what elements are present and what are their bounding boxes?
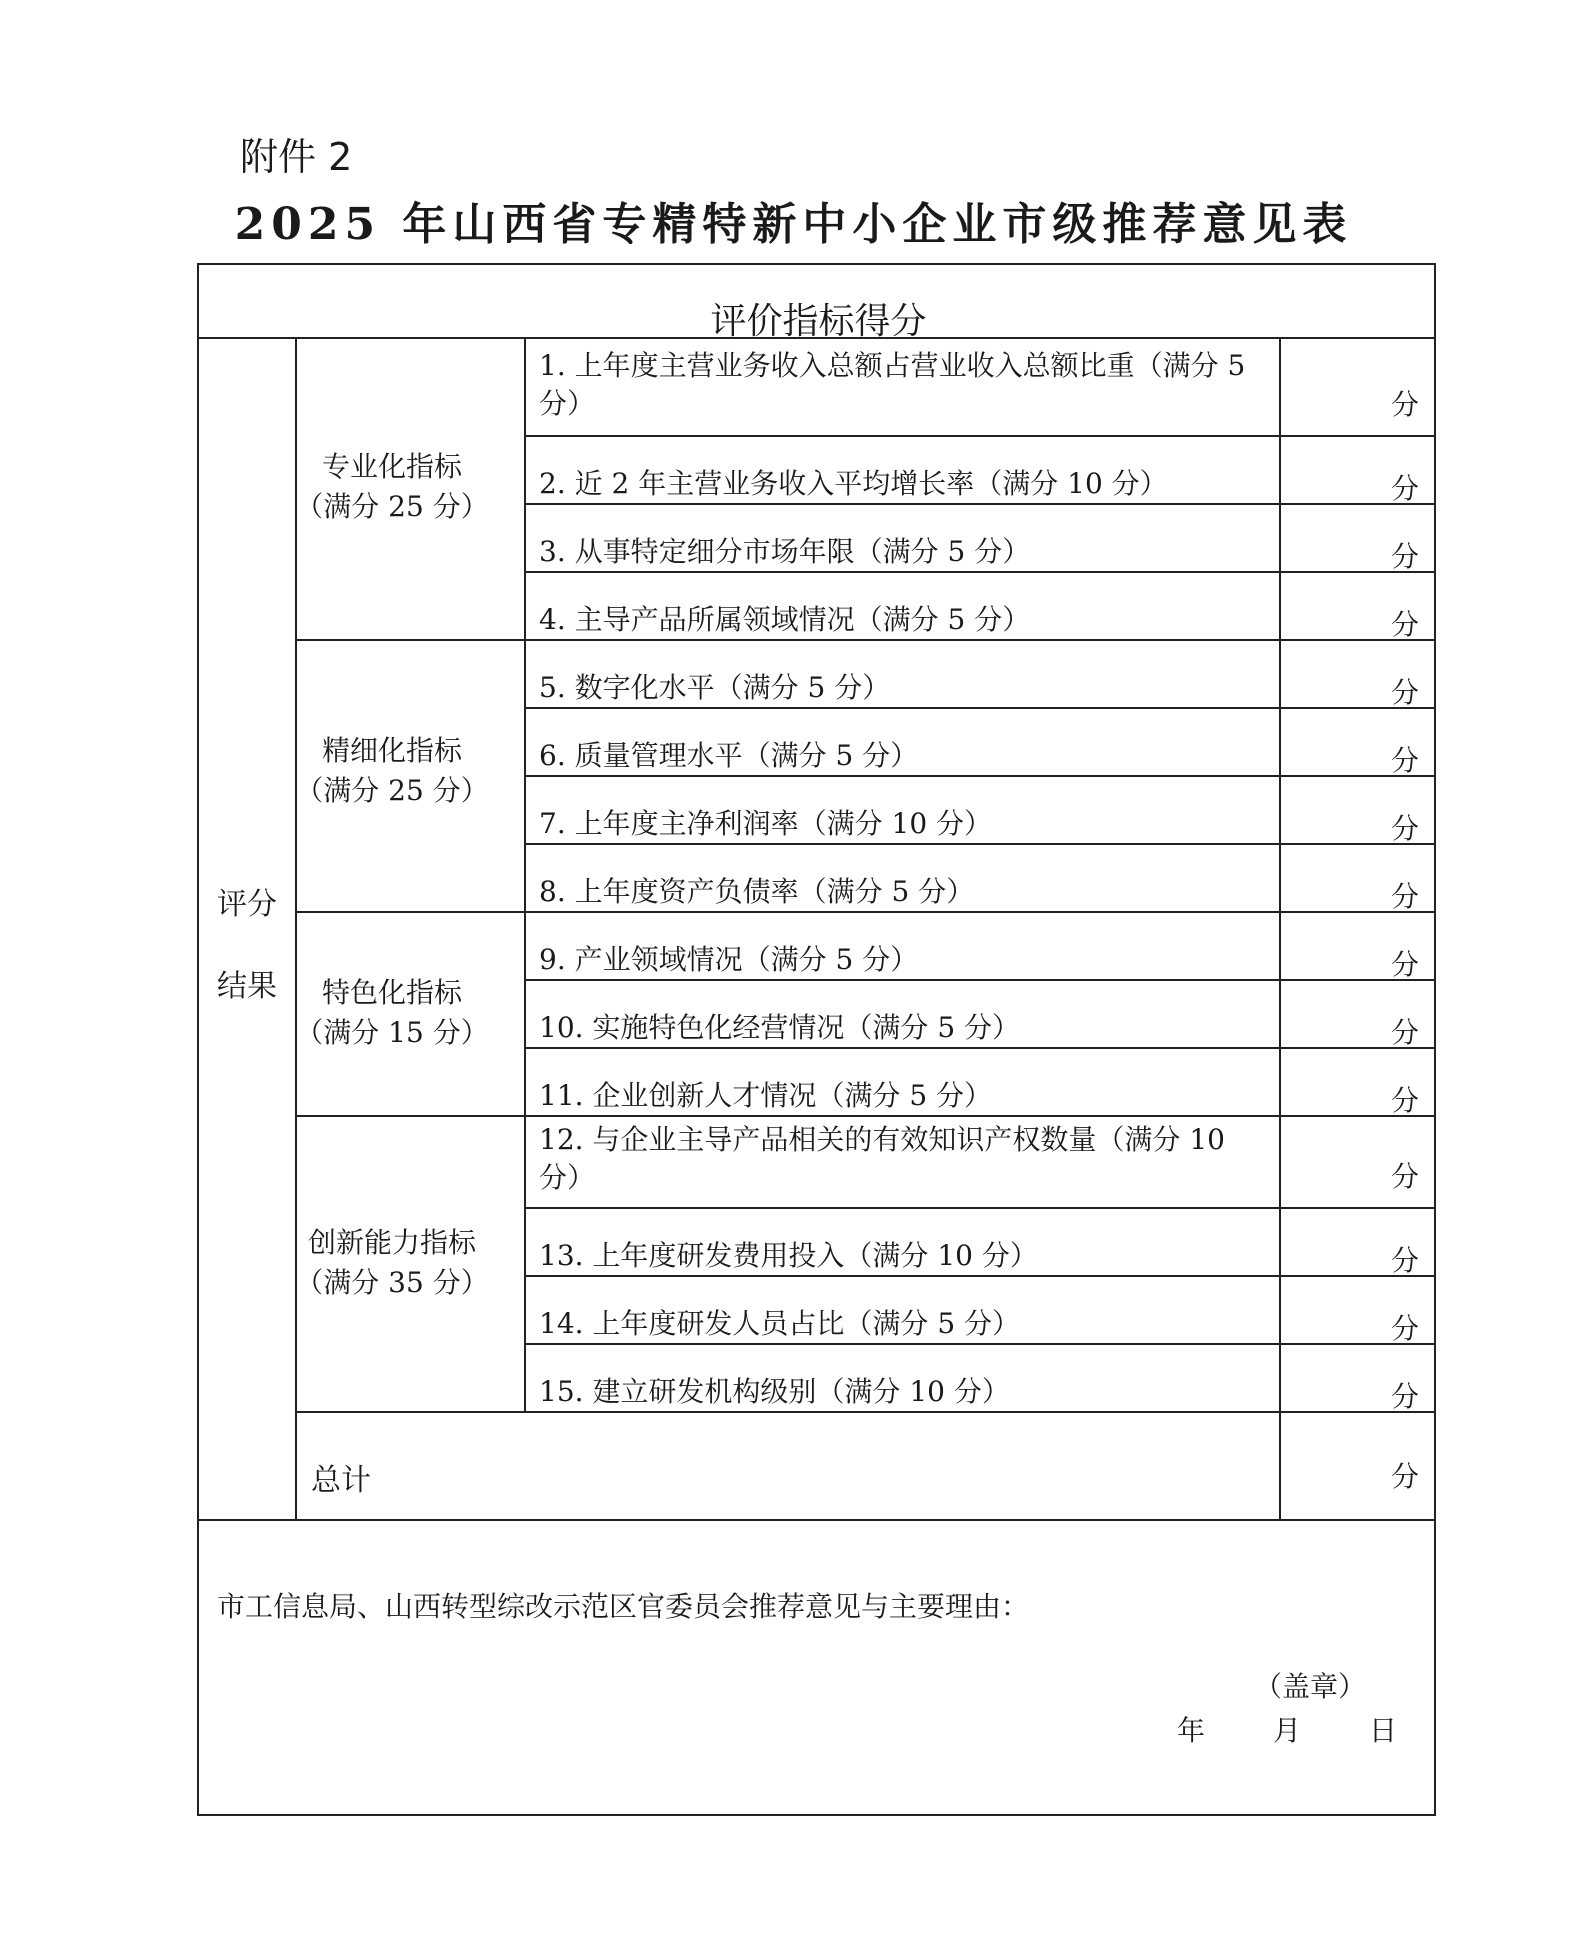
group-divider xyxy=(297,639,1434,641)
date-day: 日 xyxy=(1369,1714,1398,1747)
score-unit: 分 xyxy=(1391,1244,1420,1277)
side-label-score: 评分 xyxy=(217,887,277,922)
indicator-item: 2. 近 2 年主营业务收入平均增长率（满分 10 分） xyxy=(539,467,1168,500)
score-unit: 分 xyxy=(1391,1084,1420,1117)
indicator-item: 6. 质量管理水平（满分 5 分） xyxy=(539,739,919,772)
group-score: （满分 25 分） xyxy=(295,774,489,807)
group-score: （满分 15 分） xyxy=(295,1016,489,1049)
group-name: 创新能力指标 xyxy=(307,1226,476,1259)
group-refinement xyxy=(277,731,507,811)
score-unit: 分 xyxy=(1391,812,1420,845)
attachment-label: 附件 2 xyxy=(240,135,353,179)
indicator-item: 10. 实施特色化经营情况（满分 5 分） xyxy=(539,1011,1021,1044)
score-unit: 分 xyxy=(1391,1380,1420,1413)
indicator-item: 5. 数字化水平（满分 5 分） xyxy=(539,671,891,704)
score-unit: 分 xyxy=(1391,608,1420,641)
group-innovation xyxy=(277,1223,507,1303)
total-unit: 分 xyxy=(1391,1460,1420,1493)
score-unit: 分 xyxy=(1391,948,1420,981)
indicator-item: 11. 企业创新人才情况（满分 5 分） xyxy=(539,1079,993,1112)
indicator-item: 4. 主导产品所属领域情况（满分 5 分） xyxy=(539,603,1031,636)
indicator-item: 1. 上年度主营业务收入总额占营业收入总额比重（满分 5 分） xyxy=(539,349,1246,420)
row-divider xyxy=(526,1343,1434,1345)
row-divider xyxy=(526,775,1434,777)
row-divider xyxy=(526,707,1434,709)
group-name: 专业化指标 xyxy=(321,450,462,483)
group-divider xyxy=(297,1411,1434,1413)
recommendation-label: 市工信息局、山西转型综改示范区官委员会推荐意见与主要理由： xyxy=(217,1590,1030,1623)
score-unit: 分 xyxy=(1391,676,1420,709)
table-header: 评价指标得分 xyxy=(710,301,927,342)
row-divider xyxy=(526,435,1434,437)
row-divider xyxy=(526,1047,1434,1049)
row-divider xyxy=(526,503,1434,505)
score-unit: 分 xyxy=(1391,880,1420,913)
section-divider xyxy=(199,1519,1434,1521)
indicator-item: 12. 与企业主导产品相关的有效知识产权数量（满分 10 分） xyxy=(539,1123,1225,1194)
indicator-item: 14. 上年度研发人员占比（满分 5 分） xyxy=(539,1307,1021,1340)
col-divider xyxy=(524,337,526,1413)
seal-placeholder: （盖章） xyxy=(1254,1670,1367,1703)
score-unit: 分 xyxy=(1391,388,1420,421)
score-unit: 分 xyxy=(1391,1312,1420,1345)
score-unit: 分 xyxy=(1391,540,1420,573)
indicator-item: 3. 从事特定细分市场年限（满分 5 分） xyxy=(539,535,1031,568)
score-unit: 分 xyxy=(1391,1016,1420,1049)
score-unit: 分 xyxy=(1391,472,1420,505)
group-name: 特色化指标 xyxy=(321,976,462,1009)
document-title: 2025 年山西省专精特新中小企业市级推荐意见表 xyxy=(234,199,1353,250)
indicator-item: 7. 上年度主净利润率（满分 10 分） xyxy=(539,807,993,840)
score-unit: 分 xyxy=(1391,744,1420,777)
col-divider xyxy=(1279,337,1281,1521)
group-specialization xyxy=(277,447,507,527)
group-score: （满分 35 分） xyxy=(295,1266,489,1299)
row-divider xyxy=(526,1207,1434,1209)
group-name: 精细化指标 xyxy=(321,734,462,767)
indicator-item: 9. 产业领域情况（满分 5 分） xyxy=(539,943,919,976)
score-unit: 分 xyxy=(1391,1160,1420,1193)
date-year: 年 xyxy=(1177,1714,1206,1747)
indicator-item: 8. 上年度资产负债率（满分 5 分） xyxy=(539,875,975,908)
side-label-result: 结果 xyxy=(217,969,277,1004)
total-label: 总计 xyxy=(311,1463,371,1498)
indicator-item: 15. 建立研发机构级别（满分 10 分） xyxy=(539,1375,1010,1408)
group-characteristic xyxy=(277,973,507,1053)
group-divider xyxy=(297,1115,1434,1117)
row-divider xyxy=(526,1275,1434,1277)
recommendation-table xyxy=(197,263,1436,1816)
date-month: 月 xyxy=(1273,1714,1302,1747)
row-divider xyxy=(526,979,1434,981)
indicator-item: 13. 上年度研发费用投入（满分 10 分） xyxy=(539,1239,1038,1272)
row-divider xyxy=(526,843,1434,845)
group-divider xyxy=(297,911,1434,913)
group-score: （满分 25 分） xyxy=(295,490,489,523)
row-divider xyxy=(526,571,1434,573)
